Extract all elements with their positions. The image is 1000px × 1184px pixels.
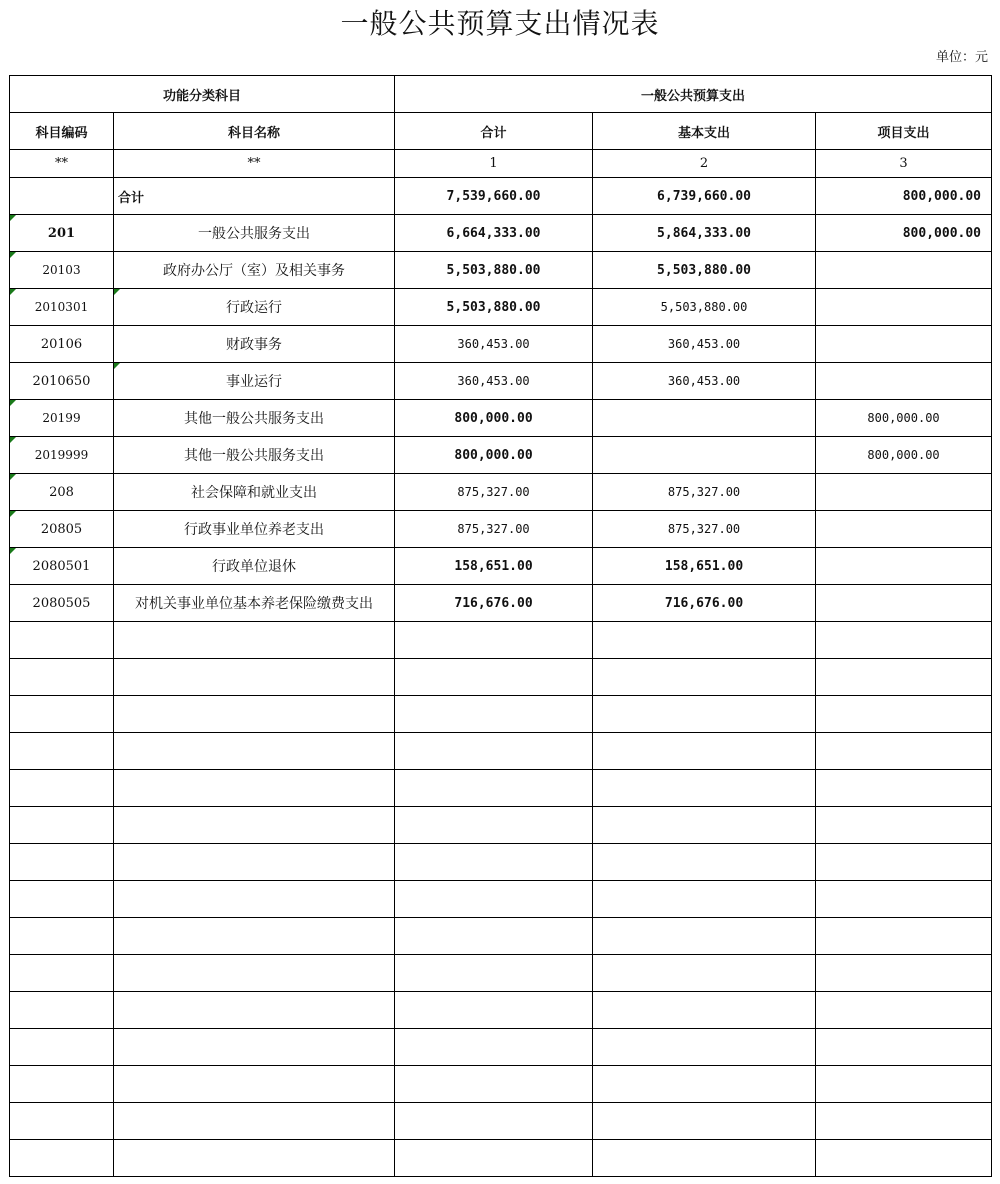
- row-total: 800,000.00: [395, 437, 593, 474]
- empty-cell: [10, 1029, 114, 1066]
- row-name: 一般公共服务支出: [114, 215, 395, 252]
- empty-row: [10, 733, 992, 770]
- row-basic: 5,864,333.00: [593, 215, 816, 252]
- row-name: 政府办公厅（室）及相关事务: [114, 252, 395, 289]
- table-row: [10, 548, 992, 585]
- table-row: [10, 252, 992, 289]
- empty-cell: [10, 955, 114, 992]
- empty-cell: [593, 659, 816, 696]
- header-col-total: 合计: [395, 113, 593, 150]
- table-row: [10, 326, 992, 363]
- empty-cell: [395, 1029, 593, 1066]
- empty-cell: [593, 992, 816, 1029]
- empty-cell: [114, 881, 395, 918]
- empty-cell: [593, 955, 816, 992]
- empty-row: [10, 696, 992, 733]
- index-code: **: [10, 150, 114, 178]
- empty-cell: [395, 992, 593, 1029]
- index-row: [10, 150, 992, 178]
- row-basic: 158,651.00: [593, 548, 816, 585]
- empty-cell: [816, 844, 992, 881]
- total-project: 800,000.00: [816, 178, 992, 215]
- row-code: 208: [10, 474, 114, 511]
- empty-cell: [395, 1066, 593, 1103]
- empty-row: [10, 770, 992, 807]
- empty-cell: [816, 881, 992, 918]
- empty-cell: [593, 770, 816, 807]
- empty-row: [10, 622, 992, 659]
- empty-cell: [10, 881, 114, 918]
- empty-cell: [10, 622, 114, 659]
- row-code: 2080505: [10, 585, 114, 622]
- index-project: 3: [816, 150, 992, 178]
- empty-cell: [10, 918, 114, 955]
- total-basic: 6,739,660.00: [593, 178, 816, 215]
- empty-cell: [114, 1103, 395, 1140]
- table-row: [10, 474, 992, 511]
- row-code: 20199: [10, 400, 114, 437]
- empty-cell: [395, 1140, 593, 1177]
- empty-cell: [816, 770, 992, 807]
- row-basic: [593, 437, 816, 474]
- row-name: 事业运行: [114, 363, 395, 400]
- budget-table: [9, 75, 992, 1177]
- row-project: 800,000.00: [816, 215, 992, 252]
- empty-cell: [593, 1103, 816, 1140]
- row-project: [816, 474, 992, 511]
- row-total: 5,503,880.00: [395, 289, 593, 326]
- empty-cell: [114, 622, 395, 659]
- empty-cell: [10, 659, 114, 696]
- header-group-function: 功能分类科目: [10, 76, 395, 113]
- unit-label: 单位：元: [935, 50, 988, 65]
- row-total: 800,000.00: [395, 400, 593, 437]
- index-total: 1: [395, 150, 593, 178]
- empty-row: [10, 992, 992, 1029]
- table-row: [10, 289, 992, 326]
- empty-cell: [114, 1140, 395, 1177]
- row-project: [816, 252, 992, 289]
- empty-cell: [816, 1029, 992, 1066]
- empty-row: [10, 881, 992, 918]
- empty-cell: [114, 696, 395, 733]
- empty-cell: [10, 1140, 114, 1177]
- empty-cell: [10, 992, 114, 1029]
- empty-cell: [114, 1066, 395, 1103]
- empty-cell: [593, 696, 816, 733]
- empty-cell: [593, 1140, 816, 1177]
- empty-cell: [114, 770, 395, 807]
- total-code-cell: [10, 178, 114, 215]
- empty-cell: [10, 807, 114, 844]
- row-code: 201: [10, 215, 114, 252]
- empty-cell: [114, 918, 395, 955]
- empty-row: [10, 844, 992, 881]
- row-project: 800,000.00: [816, 437, 992, 474]
- table-row: [10, 363, 992, 400]
- empty-cell: [816, 1103, 992, 1140]
- table-row: [10, 215, 992, 252]
- row-basic: 5,503,880.00: [593, 252, 816, 289]
- header-col-basic: 基本支出: [593, 113, 816, 150]
- empty-cell: [10, 770, 114, 807]
- empty-row: [10, 1029, 992, 1066]
- empty-cell: [816, 622, 992, 659]
- index-name: **: [114, 150, 395, 178]
- row-project: [816, 363, 992, 400]
- empty-cell: [114, 659, 395, 696]
- header-column-row: [10, 113, 992, 150]
- row-basic: 360,453.00: [593, 363, 816, 400]
- header-col-code: 科目编码: [10, 113, 114, 150]
- row-project: [816, 548, 992, 585]
- row-name: 社会保障和就业支出: [114, 474, 395, 511]
- row-name: 财政事务: [114, 326, 395, 363]
- empty-cell: [395, 659, 593, 696]
- row-code: 20103: [10, 252, 114, 289]
- empty-cell: [114, 733, 395, 770]
- header-col-name: 科目名称: [114, 113, 395, 150]
- empty-cell: [10, 1066, 114, 1103]
- empty-cell: [816, 918, 992, 955]
- empty-cell: [593, 733, 816, 770]
- empty-cell: [395, 696, 593, 733]
- empty-cell: [593, 622, 816, 659]
- empty-cell: [816, 992, 992, 1029]
- row-total: 158,651.00: [395, 548, 593, 585]
- row-code: 20106: [10, 326, 114, 363]
- header-group-budget: 一般公共预算支出: [395, 76, 992, 113]
- empty-cell: [10, 1103, 114, 1140]
- row-total: 360,453.00: [395, 363, 593, 400]
- total-name: 合计: [114, 178, 395, 215]
- empty-cell: [593, 844, 816, 881]
- empty-row: [10, 955, 992, 992]
- row-code: 2010301: [10, 289, 114, 326]
- empty-row: [10, 918, 992, 955]
- empty-cell: [395, 807, 593, 844]
- index-basic: 2: [593, 150, 816, 178]
- empty-cell: [395, 733, 593, 770]
- empty-row: [10, 659, 992, 696]
- empty-cell: [593, 918, 816, 955]
- row-basic: 875,327.00: [593, 511, 816, 548]
- row-project: [816, 289, 992, 326]
- empty-cell: [395, 881, 593, 918]
- empty-row: [10, 1066, 992, 1103]
- row-project: [816, 326, 992, 363]
- row-basic: 875,327.00: [593, 474, 816, 511]
- row-total: 875,327.00: [395, 511, 593, 548]
- row-project: 800,000.00: [816, 400, 992, 437]
- page-title: 一般公共预算支出情况表: [340, 7, 660, 40]
- empty-cell: [816, 807, 992, 844]
- empty-cell: [395, 1103, 593, 1140]
- empty-cell: [114, 955, 395, 992]
- row-project: [816, 511, 992, 548]
- empty-cell: [816, 1140, 992, 1177]
- row-basic: 5,503,880.00: [593, 289, 816, 326]
- row-name: 其他一般公共服务支出: [114, 437, 395, 474]
- row-name: 其他一般公共服务支出: [114, 400, 395, 437]
- empty-cell: [395, 955, 593, 992]
- row-name: 行政事业单位养老支出: [114, 511, 395, 548]
- empty-row: [10, 1140, 992, 1177]
- row-total: 5,503,880.00: [395, 252, 593, 289]
- empty-cell: [114, 1029, 395, 1066]
- table-row: [10, 400, 992, 437]
- row-basic: 716,676.00: [593, 585, 816, 622]
- empty-cell: [816, 733, 992, 770]
- empty-cell: [593, 1066, 816, 1103]
- row-total: 360,453.00: [395, 326, 593, 363]
- table-row: [10, 511, 992, 548]
- row-code: 2019999: [10, 437, 114, 474]
- row-code: 2080501: [10, 548, 114, 585]
- empty-cell: [395, 918, 593, 955]
- header-group-row: [10, 76, 992, 113]
- empty-cell: [816, 1066, 992, 1103]
- row-project: [816, 585, 992, 622]
- empty-cell: [816, 659, 992, 696]
- empty-cell: [593, 881, 816, 918]
- empty-cell: [816, 955, 992, 992]
- total-row: [10, 178, 992, 215]
- empty-cell: [10, 733, 114, 770]
- empty-cell: [114, 844, 395, 881]
- row-total: 875,327.00: [395, 474, 593, 511]
- row-basic: [593, 400, 816, 437]
- table-row: [10, 585, 992, 622]
- empty-cell: [10, 844, 114, 881]
- empty-cell: [395, 770, 593, 807]
- row-code: 2010650: [10, 363, 114, 400]
- row-name: 行政单位退休: [114, 548, 395, 585]
- empty-cell: [593, 1029, 816, 1066]
- empty-row: [10, 1103, 992, 1140]
- empty-cell: [10, 696, 114, 733]
- empty-cell: [395, 844, 593, 881]
- empty-cell: [816, 696, 992, 733]
- row-name: 对机关事业单位基本养老保险缴费支出: [114, 585, 395, 622]
- row-name: 行政运行: [114, 289, 395, 326]
- row-basic: 360,453.00: [593, 326, 816, 363]
- total-total: 7,539,660.00: [395, 178, 593, 215]
- table-row: [10, 437, 992, 474]
- empty-cell: [114, 807, 395, 844]
- empty-cell: [114, 992, 395, 1029]
- row-total: 716,676.00: [395, 585, 593, 622]
- empty-cell: [593, 807, 816, 844]
- empty-cell: [395, 622, 593, 659]
- header-col-project: 项目支出: [816, 113, 992, 150]
- row-total: 6,664,333.00: [395, 215, 593, 252]
- empty-row: [10, 807, 992, 844]
- row-code: 20805: [10, 511, 114, 548]
